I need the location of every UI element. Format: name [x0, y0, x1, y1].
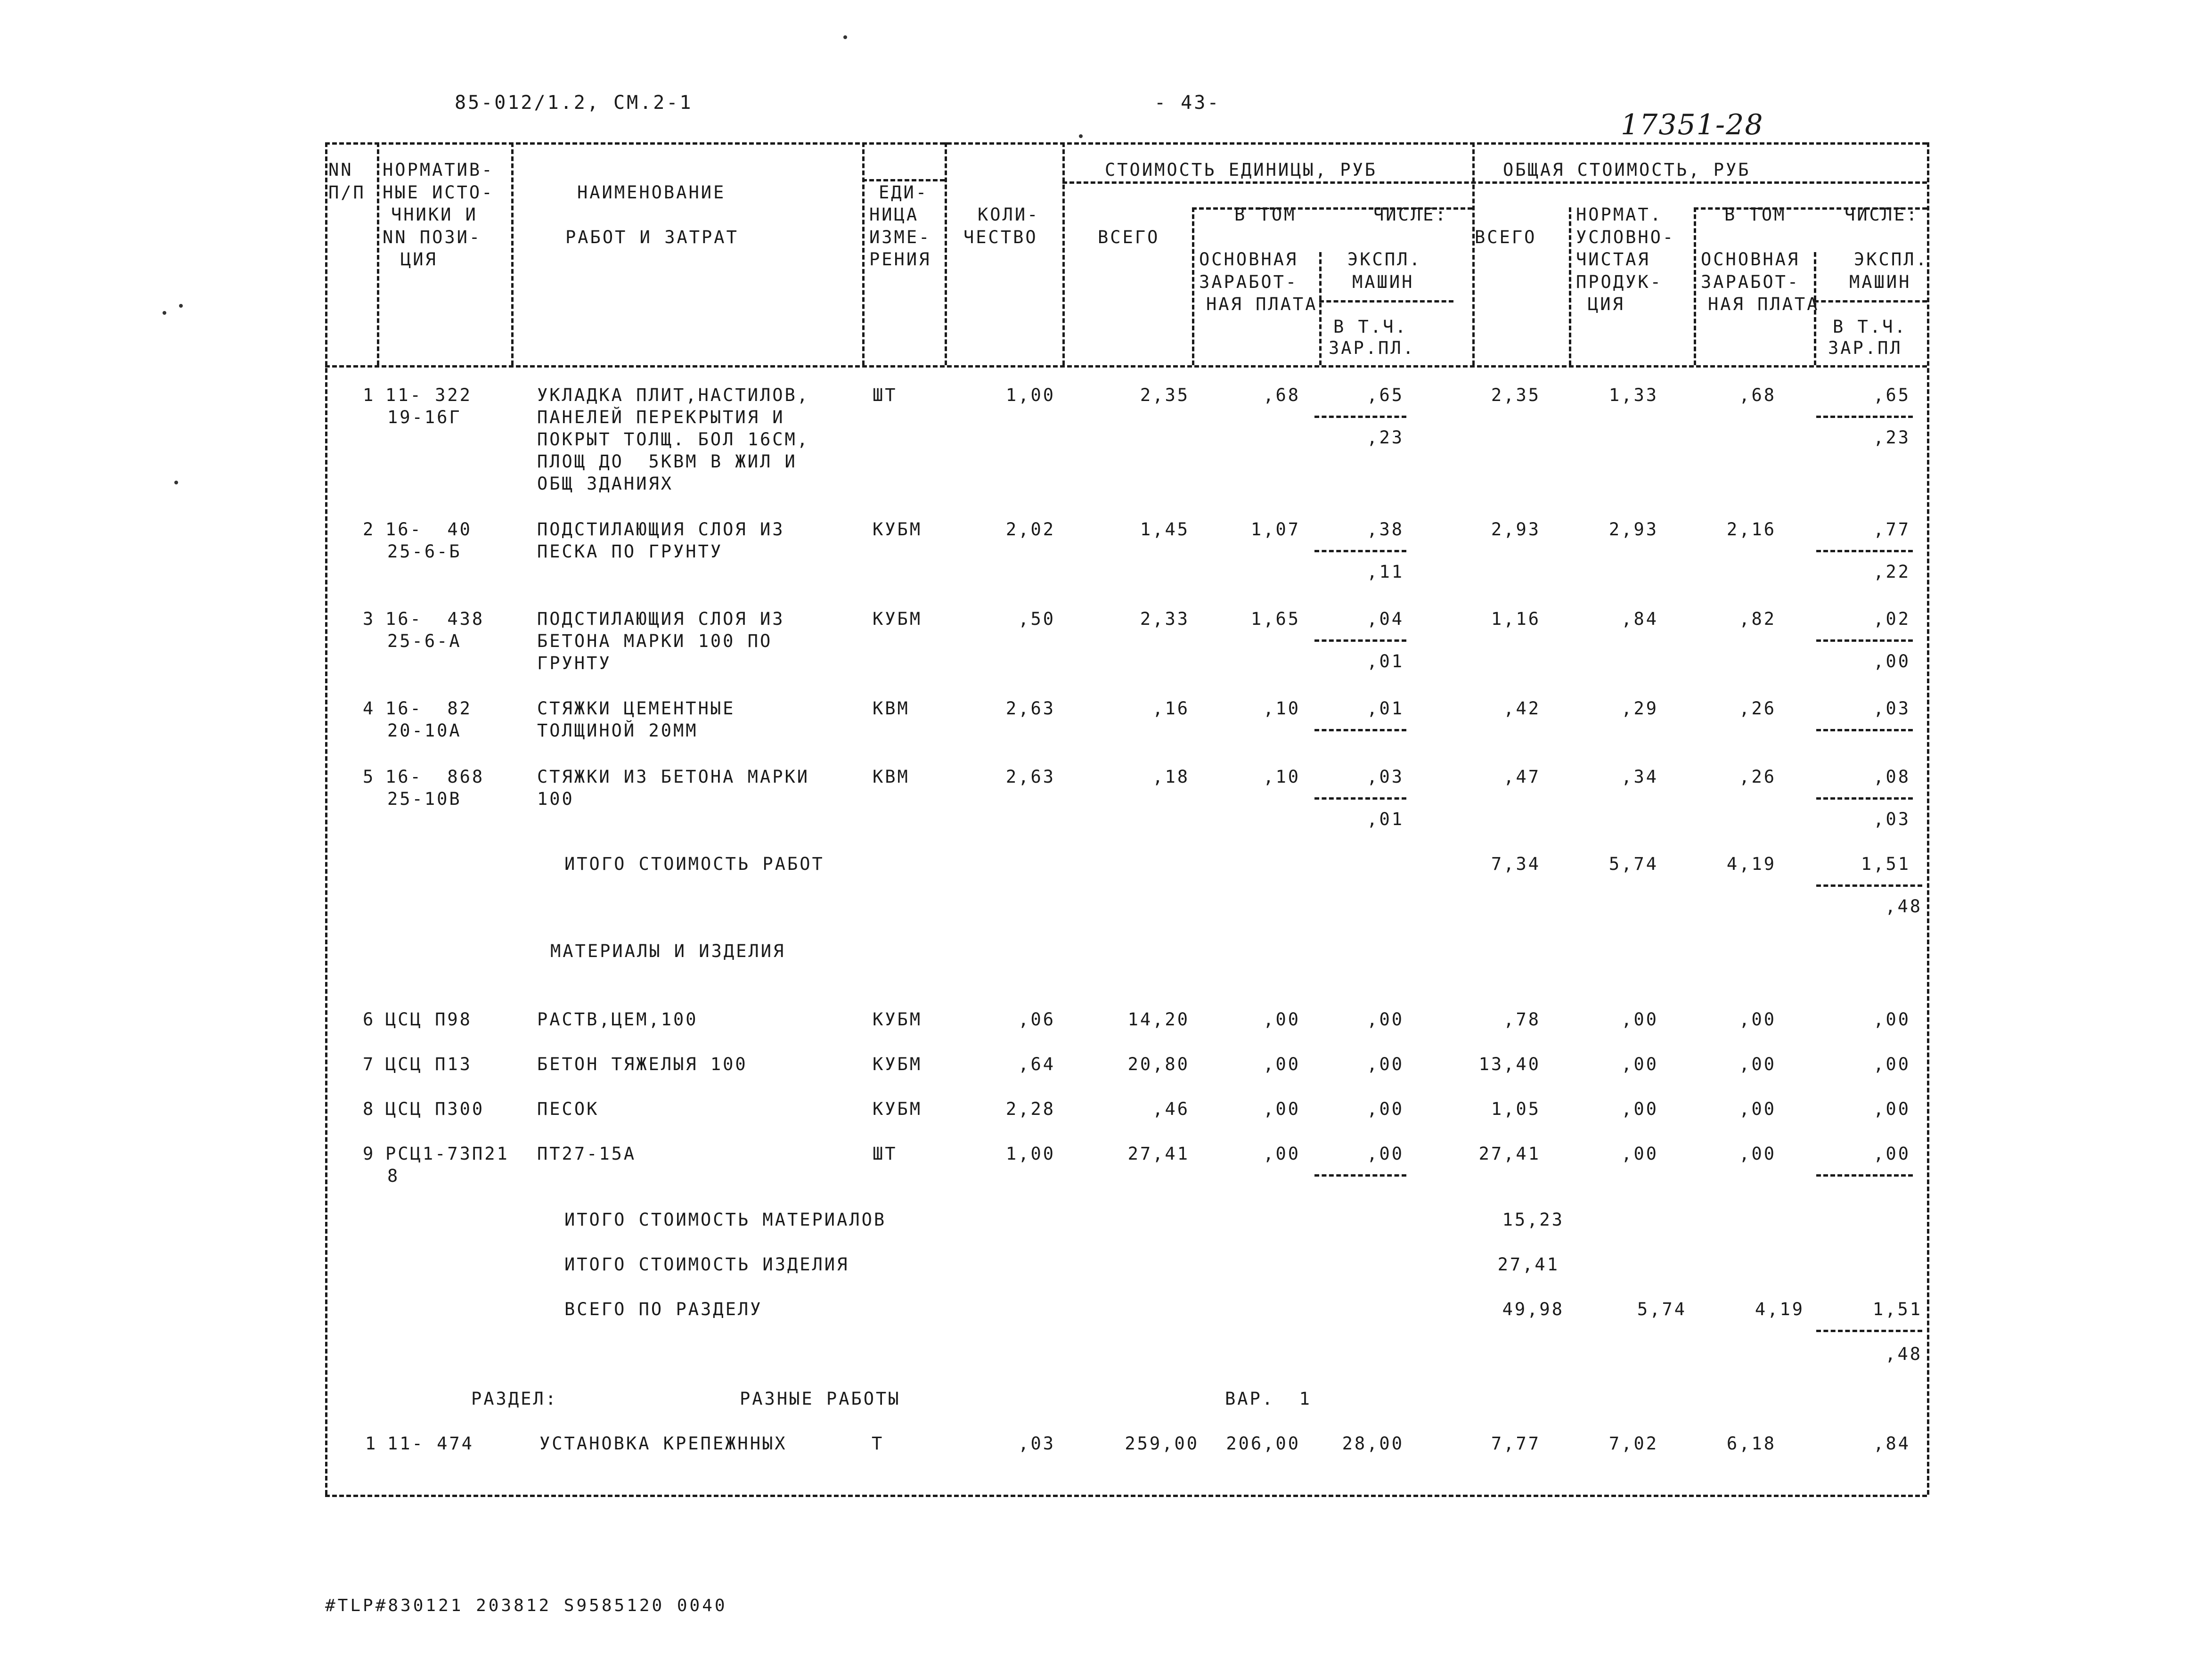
row-t-osn: ,26 [1739, 698, 1776, 719]
last-row-t-osn: 6,18 [1726, 1433, 1776, 1454]
unit-osn-header: ОСНОВНАЯ [1199, 249, 1298, 270]
table-bottom-border [325, 1495, 1927, 1497]
total-vtch-header: ЗАР.ПЛ [1828, 338, 1902, 358]
material-u-m: ,00 [1367, 1099, 1404, 1119]
column-line [1319, 252, 1322, 365]
row-u-m: ,03 [1367, 767, 1404, 787]
material-u-osn: ,00 [1263, 1099, 1300, 1119]
total-cost-header: ОБЩАЯ СТОИМОСТЬ, РУБ [1503, 160, 1751, 180]
row-source-code: 19-16Г [387, 407, 462, 427]
unit-vtch-header: ЗАР.ПЛ. [1329, 338, 1415, 358]
subtotal-works-t-osn: 4,19 [1726, 854, 1776, 874]
subtotal-works-t-m: 1,51 [1861, 854, 1910, 874]
col-source-header: ЧНИКИ И [391, 205, 478, 225]
last-row-u-osn: 206,00 [1226, 1433, 1300, 1454]
last-row-t-all: 7,77 [1491, 1433, 1541, 1454]
col-no-header: П/П [328, 182, 366, 203]
total-vtom-header: В ТОМ [1724, 205, 1787, 225]
total-norm-header: НОРМАТ. [1576, 205, 1663, 225]
page-number: - 43- [1154, 92, 1221, 114]
material-u-m: ,00 [1367, 1144, 1404, 1164]
row-t-norm: ,29 [1621, 698, 1658, 719]
col-unit-header: НИЦА [869, 205, 919, 225]
row-source-code: 25-6-А [387, 631, 462, 651]
row-unit: КУБМ [873, 609, 922, 629]
row-work-name: БЕТОНА МАРКИ 100 ПО [537, 631, 773, 651]
header-subgroup-rule [1814, 300, 1927, 303]
material-code: ЦСЦ П13 [385, 1054, 472, 1074]
material-t-m: ,00 [1873, 1144, 1910, 1164]
row-u-m: ,65 [1367, 385, 1404, 405]
row-source-code: 16- 438 [385, 609, 485, 629]
row-t-zp: ,00 [1873, 651, 1910, 671]
row-t-osn: ,68 [1739, 385, 1776, 405]
total-osn-header: ЗАРАБОТ- [1701, 272, 1800, 292]
column-line [1192, 207, 1194, 365]
unit-eksp-header: ЭКСПЛ. [1347, 249, 1422, 270]
row-work-name: ТОЛЩИНОЙ 20ММ [537, 720, 698, 741]
material-t-osn: ,00 [1739, 1144, 1776, 1164]
row-unit: КВМ [873, 698, 910, 719]
col-name-header: РАБОТ И ЗАТРАТ [565, 227, 739, 247]
total-norm-header: УСЛОВНО- [1576, 227, 1675, 247]
row-subrule [1816, 729, 1913, 731]
col-unit-header: ЕДИ- [879, 182, 929, 203]
row-work-name: ПОДСТИЛАЮЩИЯ СЛОЯ ИЗ [537, 609, 785, 629]
subtotal-materials-value: 15,23 [1502, 1210, 1564, 1230]
material-t-all: ,78 [1503, 1009, 1541, 1030]
row-t-m: ,03 [1873, 698, 1910, 719]
section-total-t-osn: 4,19 [1755, 1299, 1804, 1319]
row-t-m: ,02 [1873, 609, 1910, 629]
row-t-all: 2,35 [1491, 385, 1541, 405]
row-t-m: ,77 [1873, 519, 1910, 540]
rule-line [1816, 884, 1922, 887]
unit-chisle-header: ЧИСЛЕ: [1373, 205, 1448, 225]
total-osn-header: НАЯ ПЛАТА [1708, 294, 1820, 314]
table-top-border [325, 142, 1927, 145]
row-t-m: ,65 [1873, 385, 1910, 405]
scan-speck [174, 481, 178, 484]
last-row-t-m: ,84 [1873, 1433, 1910, 1454]
material-t-all: 1,05 [1491, 1099, 1541, 1119]
row-subrule [1314, 416, 1406, 418]
material-u-all: 20,80 [1127, 1054, 1190, 1074]
subtotal-works-label: ИТОГО СТОИМОСТЬ РАБОТ [564, 854, 824, 874]
row-u-m: ,01 [1367, 698, 1404, 719]
row-t-m: ,08 [1873, 767, 1910, 787]
subtotal-materials-label: ИТОГО СТОИМОСТЬ МАТЕРИАЛОВ [564, 1210, 887, 1230]
total-vtch-header: В Т.Ч. [1833, 317, 1907, 337]
row-work-name: УКЛАДКА ПЛИТ,НАСТИЛОВ, [537, 385, 810, 405]
col-name-header: НАИМЕНОВАНИЕ [577, 182, 726, 203]
material-name: БЕТОН ТЯЖЕЛЫЯ 100 [537, 1054, 748, 1074]
row-u-all: 2,33 [1140, 609, 1190, 629]
material-t-norm: ,00 [1621, 1099, 1658, 1119]
row-work-name: ПЛОЩ ДО 5КВМ В ЖИЛ И [537, 451, 797, 472]
last-row-unit: Т [872, 1433, 884, 1454]
unit-header-rule [862, 179, 945, 181]
material-t-all: 27,41 [1478, 1144, 1541, 1164]
row-u-osn: ,10 [1263, 767, 1300, 787]
row-u-all: 1,45 [1140, 519, 1190, 540]
col-source-header: NN ПОЗИ- [383, 227, 482, 247]
row-u-zp: ,11 [1367, 562, 1404, 582]
subtotal-products-label: ИТОГО СТОИМОСТЬ ИЗДЕЛИЯ [564, 1254, 849, 1275]
material-code: РСЦ1-73П21 [385, 1144, 509, 1164]
section-total-t-m: 1,51 [1872, 1299, 1922, 1319]
total-norm-header: ЦИЯ [1588, 294, 1625, 314]
unit-total-header: ВСЕГО [1098, 227, 1160, 247]
material-name: РАСТВ,ЦЕМ,100 [537, 1009, 698, 1030]
unit-osn-header: НАЯ ПЛАТА [1206, 294, 1318, 314]
unit-vtom-header: В ТОМ [1234, 205, 1297, 225]
total-norm-header: ЧИСТАЯ [1576, 249, 1650, 270]
last-row-name: УСТАНОВКА КРЕПЕЖННЫХ [539, 1433, 787, 1454]
row-u-zp: ,01 [1367, 809, 1404, 829]
total-all-header: ВСЕГО [1475, 227, 1537, 247]
material-u-osn: ,00 [1263, 1054, 1300, 1074]
material-name: ПЕСОК [537, 1099, 599, 1119]
material-t-norm: ,00 [1621, 1144, 1658, 1164]
row-work-name: ПОКРЫТ ТОЛЩ. БОЛ 16СМ, [537, 429, 810, 450]
row-u-m: ,38 [1367, 519, 1404, 540]
last-row-t-norm: 7,02 [1608, 1433, 1658, 1454]
rule-line [1816, 1174, 1913, 1177]
row-number: 3 [363, 609, 375, 629]
row-subrule [1314, 639, 1406, 642]
last-row-u-m: 28,00 [1342, 1433, 1404, 1454]
subtotal-works-t-all: 7,34 [1491, 854, 1541, 874]
row-t-all: 1,16 [1491, 609, 1541, 629]
col-unit-header: ИЗМЕ- [869, 227, 931, 247]
scan-speck [163, 311, 166, 315]
row-source-code: 20-10А [387, 720, 462, 741]
scan-speck [179, 304, 183, 308]
row-t-osn: 2,16 [1726, 519, 1776, 540]
material-qty: 2,28 [1005, 1099, 1055, 1119]
total-eksp-header: ЭКСПЛ. [1854, 249, 1928, 270]
section-name: РАЗНЫЕ РАБОТЫ [740, 1389, 901, 1409]
column-line [377, 142, 379, 365]
row-unit: ШТ [873, 385, 898, 405]
row-work-name: 100 [537, 789, 574, 809]
material-u-all: 14,20 [1127, 1009, 1190, 1030]
row-qty: 2,02 [1005, 519, 1055, 540]
row-u-m: ,04 [1367, 609, 1404, 629]
row-subrule [1314, 797, 1406, 800]
material-code: ЦСЦ П300 [385, 1099, 485, 1119]
material-u-all: 27,41 [1127, 1144, 1190, 1164]
material-t-norm: ,00 [1621, 1054, 1658, 1074]
row-qty: ,50 [1018, 609, 1055, 629]
row-t-osn: ,26 [1739, 767, 1776, 787]
handwritten-number: 17351-28 [1621, 108, 1764, 141]
row-t-zp: ,23 [1873, 427, 1910, 448]
row-subrule [1816, 550, 1913, 552]
material-t-osn: ,00 [1739, 1009, 1776, 1030]
material-u-m: ,00 [1367, 1054, 1404, 1074]
column-line [1472, 142, 1475, 365]
last-row-u-all: 259,00 [1125, 1433, 1199, 1454]
row-source-code: 25-6-Б [387, 541, 462, 562]
material-number: 6 [363, 1009, 375, 1030]
material-u-osn: ,00 [1263, 1144, 1300, 1164]
col-source-header: ЦИЯ [400, 249, 438, 270]
col-qty-header: ЧЕСТВО [963, 227, 1038, 247]
total-norm-header: ПРОДУК- [1576, 272, 1663, 292]
document-code: 85-012/1.2, СМ.2-1 [455, 92, 693, 114]
total-osn-header: ОСНОВНАЯ [1701, 249, 1800, 270]
row-work-name: ГРУНТУ [537, 653, 612, 673]
row-number: 5 [363, 767, 375, 787]
material-qty: ,64 [1018, 1054, 1055, 1074]
col-unit-header: РЕНИЯ [869, 249, 931, 270]
materials-section-title: МАТЕРИАЛЫ И ИЗДЕЛИЯ [550, 941, 786, 961]
section-variant: ВАР. 1 [1225, 1389, 1312, 1409]
material-t-m: ,00 [1873, 1009, 1910, 1030]
row-subrule [1816, 797, 1913, 800]
row-u-all: 2,35 [1140, 385, 1190, 405]
row-unit: КУБМ [873, 519, 922, 540]
col-source-header: НОРМАТИВ- [383, 160, 494, 180]
subtotal-works-t-norm: 5,74 [1608, 854, 1658, 874]
row-t-osn: ,82 [1739, 609, 1776, 629]
row-source-code: 25-10В [387, 789, 462, 809]
row-source-code: 16- 82 [385, 698, 472, 719]
row-work-name: ПЕСКА ПО ГРУНТУ [537, 541, 723, 562]
material-unit: КУБМ [873, 1054, 922, 1074]
header-bottom-border [325, 365, 1927, 368]
material-code: 8 [387, 1166, 400, 1186]
row-work-name: ПАНЕЛЕЙ ПЕРЕКРЫТИЯ И [537, 407, 785, 427]
table-right-border [1927, 142, 1929, 1495]
row-work-name: СТЯЖКИ ЦЕМЕНТНЫЕ [537, 698, 735, 719]
column-line [945, 142, 947, 365]
table-left-border [325, 142, 327, 1495]
last-row-qty: ,03 [1018, 1433, 1055, 1454]
row-u-all: ,18 [1152, 767, 1190, 787]
material-qty: 1,00 [1005, 1144, 1055, 1164]
unit-osn-header: ЗАРАБОТ- [1199, 272, 1298, 292]
column-line [862, 142, 865, 365]
row-work-name: ПОДСТИЛАЮЩИЯ СЛОЯ ИЗ [537, 519, 785, 540]
row-t-norm: ,34 [1621, 767, 1658, 787]
material-unit: КУБМ [873, 1009, 922, 1030]
row-source-code: 16- 868 [385, 767, 485, 787]
header-subgroup-rule [1319, 300, 1453, 303]
row-subrule [1816, 639, 1913, 642]
material-t-all: 13,40 [1478, 1054, 1541, 1074]
material-t-norm: ,00 [1621, 1009, 1658, 1030]
scan-speck [843, 35, 847, 39]
row-work-name: СТЯЖКИ ИЗ БЕТОНА МАРКИ [537, 767, 810, 787]
row-u-osn: 1,65 [1250, 609, 1300, 629]
row-unit: КВМ [873, 767, 910, 787]
material-qty: ,06 [1018, 1009, 1055, 1030]
material-t-m: ,00 [1873, 1054, 1910, 1074]
row-work-name: ОБЩ ЗДАНИЯХ [537, 474, 674, 494]
row-t-all: 2,93 [1491, 519, 1541, 540]
row-number: 1 [363, 385, 375, 405]
column-line [511, 142, 514, 365]
material-number: 7 [363, 1054, 375, 1074]
unit-eksp-header: МАШИН [1352, 272, 1414, 292]
rule-line [1816, 1330, 1922, 1332]
material-t-osn: ,00 [1739, 1054, 1776, 1074]
material-number: 8 [363, 1099, 375, 1119]
row-u-osn: ,68 [1263, 385, 1300, 405]
row-source-code: 16- 40 [385, 519, 472, 540]
scan-speck [1079, 134, 1083, 138]
subtotal-products-value: 27,41 [1497, 1254, 1559, 1275]
section-total-label: ВСЕГО ПО РАЗДЕЛУ [564, 1299, 763, 1319]
row-t-norm: 2,93 [1608, 519, 1658, 540]
last-row-number: 1 [365, 1433, 378, 1454]
row-t-norm: 1,33 [1608, 385, 1658, 405]
column-line [1569, 207, 1571, 365]
row-t-zp: ,03 [1873, 809, 1910, 829]
material-name: ПТ27-15А [537, 1144, 637, 1164]
material-unit: КУБМ [873, 1099, 922, 1119]
footer-code: #TLP#830121 203812 S9585120 0040 [325, 1596, 727, 1615]
col-no-header: NN [328, 160, 353, 180]
material-code: ЦСЦ П98 [385, 1009, 472, 1030]
row-u-osn: ,10 [1263, 698, 1300, 719]
row-u-zp: ,01 [1367, 651, 1404, 671]
row-source-code: 11- 322 [385, 385, 472, 405]
section-total-t-norm: 5,74 [1637, 1299, 1687, 1319]
col-qty-header: КОЛИ- [978, 205, 1040, 225]
total-eksp-header: МАШИН [1849, 272, 1911, 292]
section-label: РАЗДЕЛ: [471, 1389, 558, 1409]
last-row-code: 11- 474 [387, 1433, 474, 1454]
unit-cost-header: СТОИМОСТЬ ЕДИНИЦЫ, РУБ [1105, 160, 1378, 180]
row-t-zp: ,22 [1873, 562, 1910, 582]
row-number: 4 [363, 698, 375, 719]
rule-line [1314, 1174, 1406, 1177]
row-u-zp: ,23 [1367, 427, 1404, 448]
material-t-osn: ,00 [1739, 1099, 1776, 1119]
row-subrule [1816, 416, 1913, 418]
material-u-all: ,46 [1152, 1099, 1190, 1119]
row-subrule [1314, 550, 1406, 552]
section-total-t-all: 49,98 [1502, 1299, 1564, 1319]
subtotal-works-zp: ,48 [1885, 896, 1922, 917]
column-line [1062, 142, 1065, 365]
material-unit: ШТ [873, 1144, 898, 1164]
row-qty: 1,00 [1005, 385, 1055, 405]
material-number: 9 [363, 1144, 375, 1164]
material-t-m: ,00 [1873, 1099, 1910, 1119]
row-qty: 2,63 [1005, 767, 1055, 787]
row-subrule [1314, 729, 1406, 731]
row-u-osn: 1,07 [1250, 519, 1300, 540]
unit-vtch-header: В Т.Ч. [1333, 317, 1408, 337]
row-t-all: ,47 [1503, 767, 1541, 787]
header-group-rule [1062, 181, 1927, 184]
column-line [1694, 207, 1696, 365]
row-t-norm: ,84 [1621, 609, 1658, 629]
col-source-header: НЫЕ ИСТО- [383, 182, 494, 203]
total-chisle-header: ЧИСЛЕ: [1845, 205, 1919, 225]
material-u-m: ,00 [1367, 1009, 1404, 1030]
material-u-osn: ,00 [1263, 1009, 1300, 1030]
row-t-all: ,42 [1503, 698, 1541, 719]
row-u-all: ,16 [1152, 698, 1190, 719]
row-qty: 2,63 [1005, 698, 1055, 719]
section-total-zp: ,48 [1885, 1344, 1922, 1364]
row-number: 2 [363, 519, 375, 540]
